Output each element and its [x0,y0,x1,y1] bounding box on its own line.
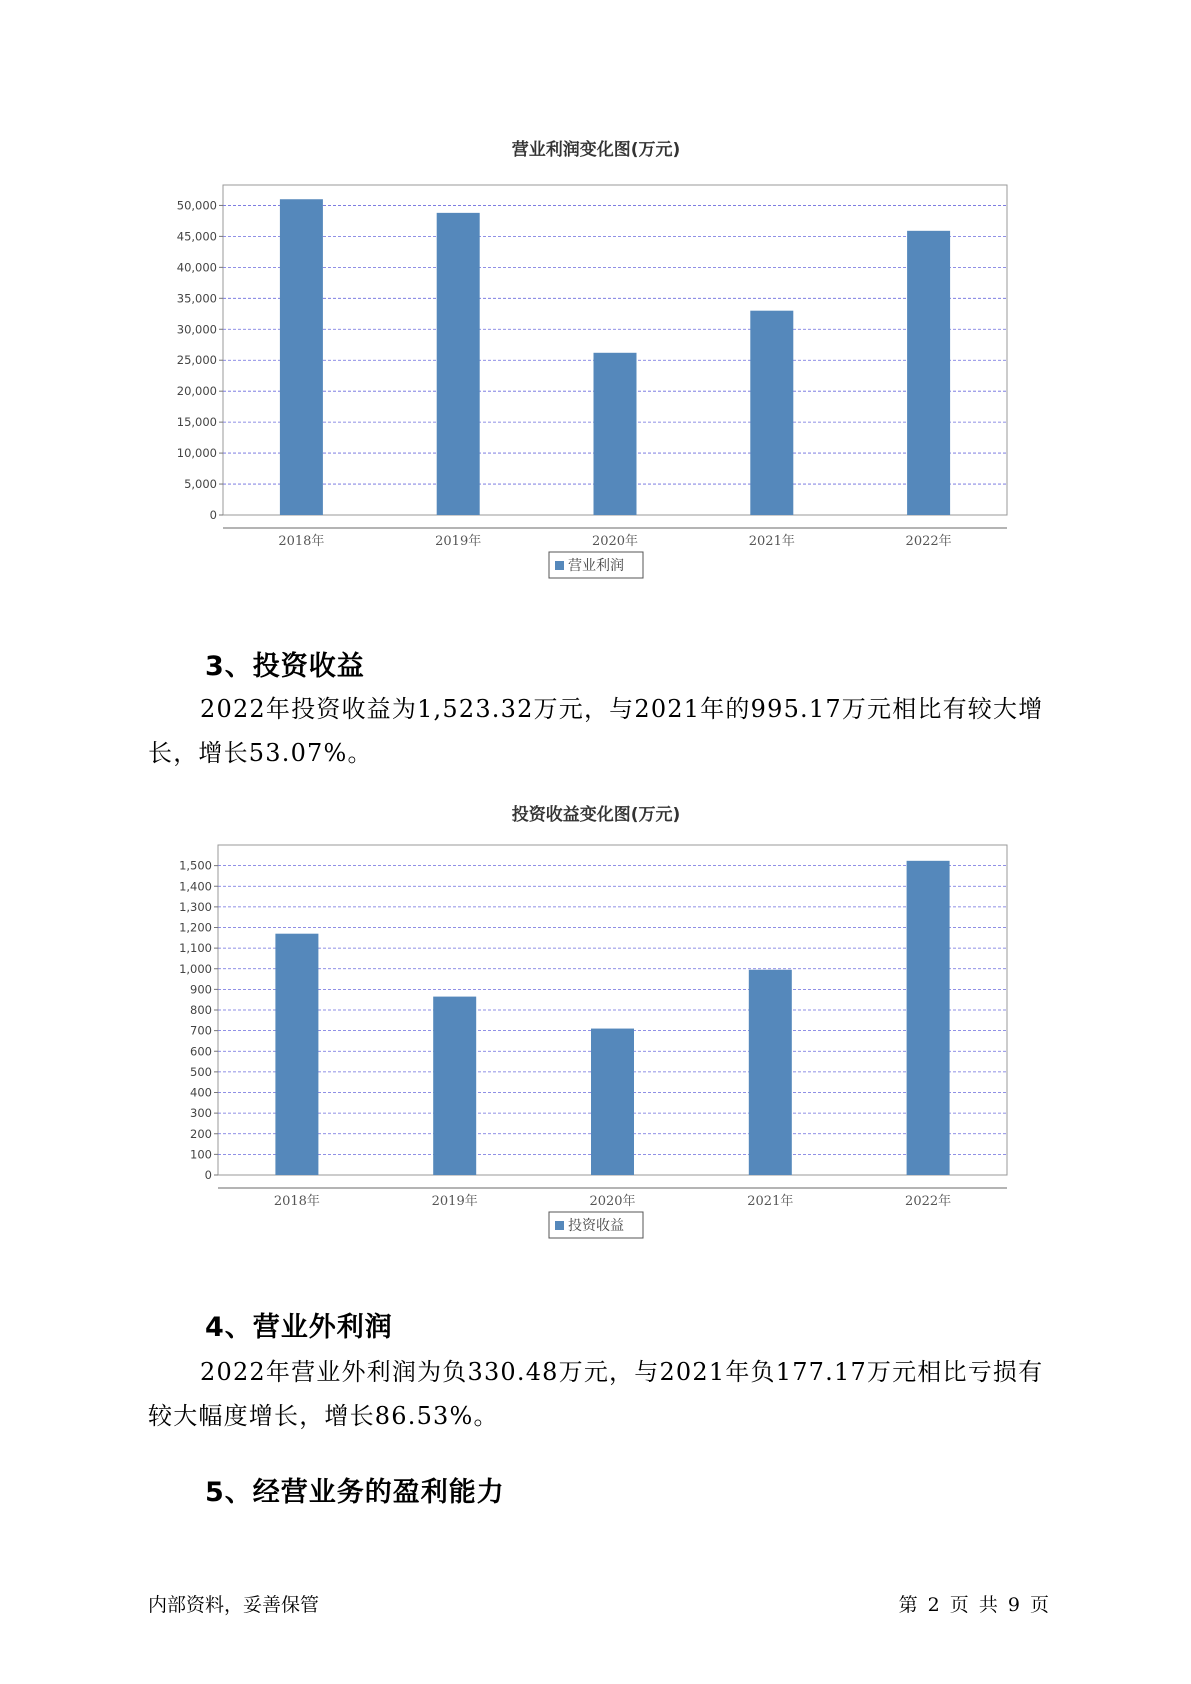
footer-confidential: 内部资料，妥善保管 [148,1594,320,1616]
operating-profit-chart [0,130,1191,600]
y-tick-label: 10,000 [176,446,217,461]
footer-page-number: 第 2 页 共 9 页 [898,1594,1051,1616]
chart-title: 投资收益变化图(万元) [511,805,681,825]
bar-2022年 [907,231,950,515]
y-tick-label: 1,200 [179,920,212,935]
bar-2020年 [591,1029,634,1175]
bar-2021年 [750,311,793,515]
x-tick-label: 2022年 [905,1194,952,1209]
y-tick-label: 100 [190,1147,212,1162]
y-tick-label: 30,000 [176,322,217,337]
y-tick-label: 500 [190,1064,212,1079]
bar-2018年 [275,934,318,1175]
legend-label: 投资收益 [568,1218,624,1234]
y-tick-label: 1,000 [179,961,212,976]
chart-title: 营业利润变化图(万元) [511,140,681,160]
section-text-nonoperating: 2022年营业外利润为负330.48万元，与2021年负177.17万元相比亏损有较大幅度增长，增长86.53%。 [148,1358,1044,1430]
y-tick-label: 300 [190,1106,212,1121]
bar-2019年 [433,997,476,1175]
x-tick-label: 2018年 [273,1194,320,1209]
operating-profit-chart-svg [0,130,1191,600]
y-tick-label: 15,000 [176,415,217,430]
y-tick-label: 5,000 [184,477,217,492]
x-tick-label: 2019年 [431,1194,478,1209]
section-heading-nonoperating: 4、营业外利润 [205,1312,393,1344]
legend-swatch [555,1221,564,1230]
section-heading-investment: 3、投资收益 [205,651,365,683]
bar-2020年 [594,353,637,515]
y-tick-label: 20,000 [176,384,217,399]
y-tick-label: 700 [190,1023,212,1038]
bar-2018年 [280,199,323,515]
x-tick-label: 2022年 [905,534,952,549]
y-tick-label: 800 [190,1003,212,1017]
y-tick-label: 50,000 [176,198,217,213]
y-tick-label: 900 [190,982,212,997]
y-tick-label: 0 [209,508,217,522]
legend-label: 营业利润 [568,558,624,574]
x-tick-label: 2019年 [435,534,482,549]
bar-2022年 [907,861,950,1175]
bar-2021年 [749,970,792,1175]
section-heading-profitability: 5、经营业务的盈利能力 [205,1477,505,1509]
y-tick-label: 35,000 [176,291,217,306]
legend-swatch [555,561,564,570]
y-tick-label: 45,000 [176,229,217,244]
investment-income-chart-svg [0,795,1191,1265]
y-tick-label: 25,000 [176,353,217,368]
y-tick-label: 600 [190,1044,212,1059]
y-tick-label: 400 [190,1085,212,1100]
y-tick-label: 200 [190,1126,212,1141]
investment-income-chart [0,795,1191,1265]
x-tick-label: 2020年 [589,1194,636,1209]
y-tick-label: 1,500 [179,858,212,873]
bar-2019年 [437,213,480,515]
x-tick-label: 2018年 [278,534,325,549]
x-tick-label: 2021年 [748,534,795,549]
y-tick-label: 1,400 [179,879,212,894]
y-tick-label: 1,300 [179,899,212,914]
x-tick-label: 2020年 [591,534,639,549]
x-tick-label: 2021年 [747,1194,794,1209]
y-tick-label: 1,100 [179,941,212,956]
y-tick-label: 0 [204,1168,212,1182]
y-tick-label: 40,000 [176,260,217,275]
section-text-investment: 2022年投资收益为1,523.32万元，与2021年的995.17万元相比有较大增长，增长53.07%。 [148,695,1044,767]
